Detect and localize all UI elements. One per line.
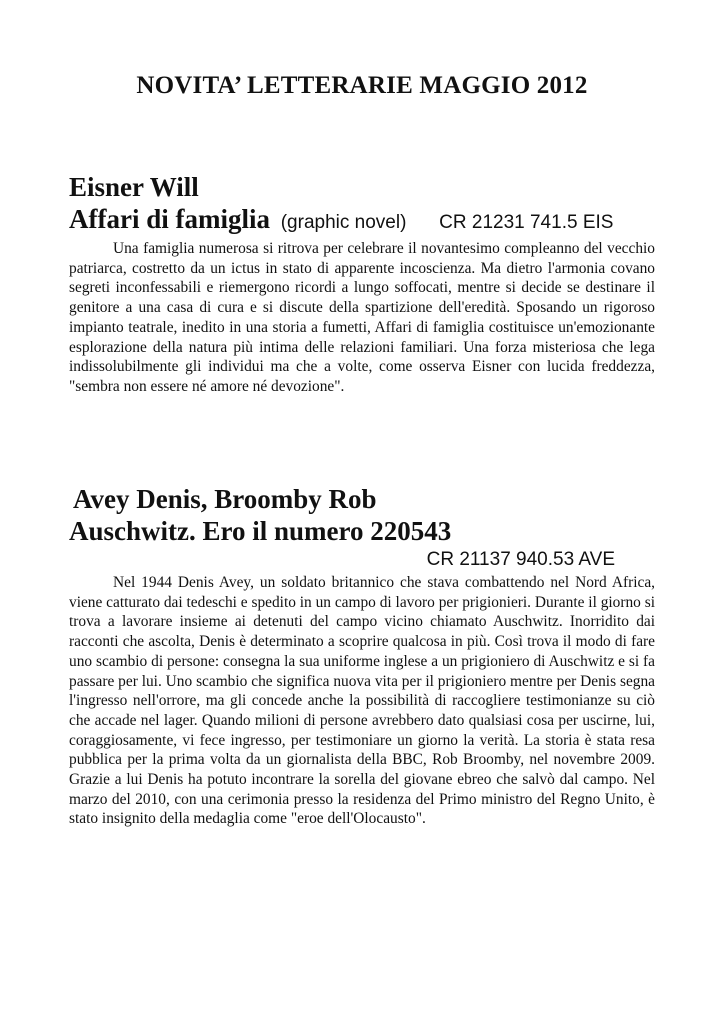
book-description: Una famiglia numerosa si ritrova per celebrare il novantesimo compleanno del vecchio patriarca, costretto da un ictus in stato di apparente incoscienza. Ma dietro l'armonia covano segreti inconfessabili e riemergono ricordi a lungo soffocati, mentre si decide se destinare il genitore a una casa di cura e si discute della spartizione dell'eredità. Sposando un rigoroso impianto teatrale, inedito in una storia a fumetti, Affari di famiglia costituisce un'emozionante esplorazione della natura più intima delle relazioni familiari. Una forza misteriosa che lega indissolubilmente gli individui ma che a volte, come osserva Eisner con lucida freddezza, "sembra non essere né amore né devozione".: [69, 240, 655, 395]
page-title: NOVITA’ LETTERARIE MAGGIO 2012: [136, 72, 588, 99]
book-title: Auschwitz. Ero il numero 220543: [69, 516, 452, 546]
book-title: Affari di famiglia: [69, 204, 270, 234]
book-description: Nel 1944 Denis Avey, un soldato britannico che stava combattendo nel Nord Africa, viene catturato dai tedeschi e spedito in un campo di lavoro per prigionieri. Durante il giorno si trova a lavorare insieme ai detenuti del campo vicino chiamato Auschwitz. Inorridito dai racconti che ascolta, Denis è determinato a scoprire qualcosa in più. Così trova il modo di fare uno scambio di persone: consegna la sua uniforme inglese a un prigioniero di Auschwitz e si fa passare per lui. Uno scambio che significa nuova vita per il prigioniero mentre per Denis segna l'ingresso nell'orrore, ma gli concede anche la possibilità di raccogliere testimonianze su ciò che accade nel lager. Quando milioni di persone avrebbero dato qualsiasi cosa per uscirne, lui, coraggiosamente, vi fece ingresso, per testimoniare un giorno la verità. La storia è stata resa pubblica per la prima volta da un giornalista della BBC, Rob Broomby, nel novembre 2009. Grazie a lui Denis ha potuto incontrare la sorella del giovane ebreo che salvò dal campo. Nel marzo del 2010, con una cerimonia presso la residenza del Primo ministro del Regno Unito, è stato insignito della medaglia come "eroe dell'Olocausto".: [69, 574, 655, 828]
book-entry-avey: [69, 483, 655, 829]
book-author: Eisner Will: [69, 172, 199, 202]
book-shelfmark: CR 21137 940.53 AVE: [426, 549, 615, 570]
book-subtitle: (graphic novel): [280, 212, 407, 233]
book-entry-eisner: [69, 171, 655, 397]
book-title-line: [69, 203, 655, 239]
book-title-line: [69, 515, 655, 547]
book-shelfmark: CR 21231 741.5 EIS: [439, 212, 614, 233]
book-author: Avey Denis, Broomby Rob: [73, 484, 377, 514]
